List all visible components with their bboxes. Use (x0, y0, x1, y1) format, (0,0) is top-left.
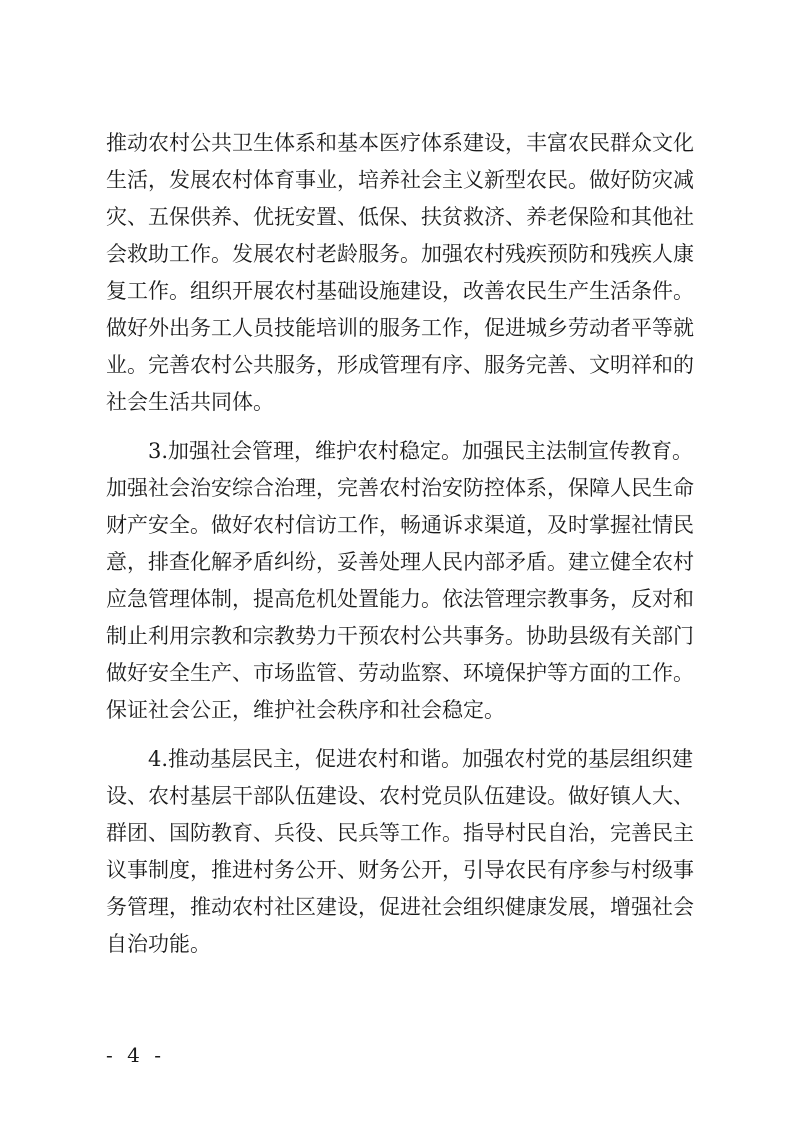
text-line: 加强社会治安综合治理，完善农村治安防控体系，保障人民生命 (106, 476, 694, 500)
text-line: 制止利用宗教和宗教势力干预农村公共事务。协助县级有关部门 (106, 624, 694, 648)
text-line: 财产安全。做好农村信访工作，畅通诉求渠道，及时掌握社情民 (106, 513, 694, 537)
text-line: 复工作。组织开展农村基础设施建设，改善农民生产生活条件。 (106, 279, 694, 303)
text-line: 自治功能。 (106, 932, 211, 956)
body-text (106, 125, 694, 963)
paragraph-gap (106, 729, 686, 741)
paragraph-gap (106, 421, 686, 433)
text-line: 社会生活共同体。 (106, 390, 274, 414)
text-line: 业。完善农村公共服务，形成管理有序、服务完善、文明祥和的 (106, 353, 694, 377)
text-line: 保证社会公正，维护社会秩序和社会稳定。 (106, 698, 505, 722)
text-line: 会救助工作。发展农村老龄服务。加强农村残疾预防和残疾人康 (106, 242, 694, 266)
paragraph-grassroots-democracy (106, 741, 694, 963)
text-line: 推动农村公共卫生体系和基本医疗体系建设，丰富农民群众文化 (106, 131, 694, 155)
text-line: 务管理，推动农村社区建设，促进社会组织健康发展，增强社会 (106, 895, 694, 919)
text-line: 议事制度，推进村务公开、财务公开，引导农民有序参与村级事 (106, 858, 694, 882)
page-number: - 4 - (106, 1043, 165, 1067)
text-line: 灾、五保供养、优抚安置、低保、扶贫救济、养老保险和其他社 (106, 205, 694, 229)
text-line: 4.推动基层民主，促进农村和谐。加强农村党的基层组织建 (106, 747, 694, 771)
paragraph-social-management (106, 433, 694, 729)
text-line: 生活，发展农村体育事业，培养社会主义新型农民。做好防灾减 (106, 168, 694, 192)
text-line: 做好外出务工人员技能培训的服务工作，促进城乡劳动者平等就 (106, 316, 694, 340)
text-line: 做好安全生产、市场监管、劳动监察、环境保护等方面的工作。 (106, 661, 694, 685)
text-line: 设、农村基层干部队伍建设、农村党员队伍建设。做好镇人大、 (106, 784, 694, 808)
text-line: 群团、国防教育、兵役、民兵等工作。指导村民自治，完善民主 (106, 821, 694, 845)
text-line: 3.加强社会管理，维护农村稳定。加强民主法制宣传教育。 (106, 439, 694, 463)
text-line: 应急管理体制，提高危机处置能力。依法管理宗教事务，反对和 (106, 587, 694, 611)
text-line: 意，排查化解矛盾纠纷，妥善处理人民内部矛盾。建立健全农村 (106, 550, 694, 574)
paragraph-public-services (106, 125, 694, 421)
